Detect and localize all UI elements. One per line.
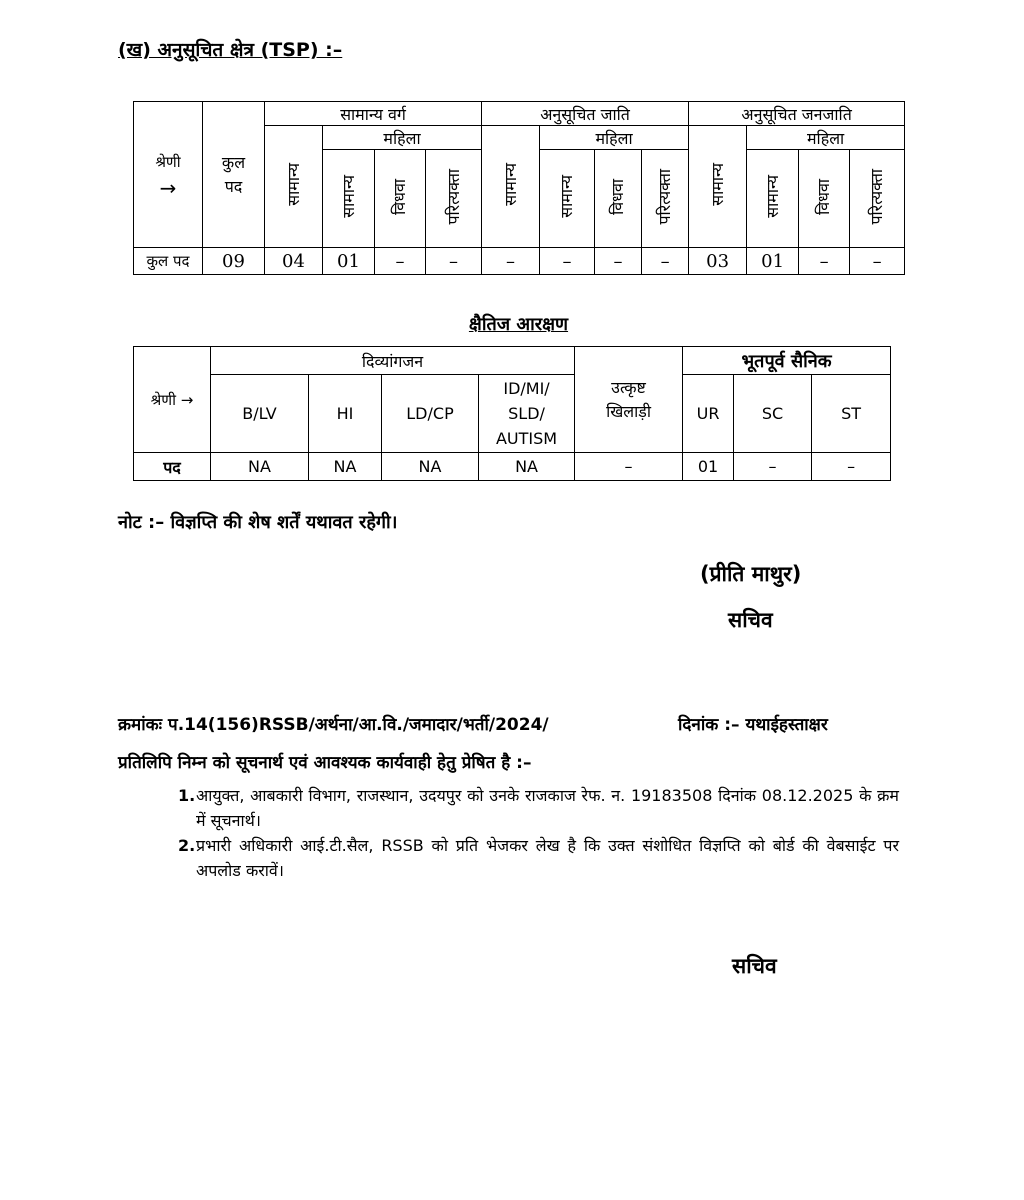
ur-col: UR [683, 375, 734, 453]
signatory-title: सचिव [728, 608, 773, 632]
table-cell: – [799, 248, 850, 275]
ex-serviceman-header: भूतपूर्व सैनिक [683, 347, 891, 375]
sc-general-col: सामान्य [482, 126, 540, 248]
st-widow-col: विधवा [799, 150, 850, 248]
blv-col: B/LV [211, 375, 309, 453]
table-cell: – [642, 248, 689, 275]
category-label: श्रेणी [155, 152, 181, 171]
list-item [178, 833, 899, 883]
st-general-col: सामान्य [689, 126, 747, 248]
ldcp-col: LD/CP [382, 375, 479, 453]
arrow-right-icon: → [159, 175, 177, 200]
sc-women-general-col: सामान्य [540, 150, 595, 248]
footer-signatory-title: सचिव [732, 954, 777, 978]
table-cell: 01 [683, 453, 734, 481]
general-women-general-col: सामान्य [323, 150, 375, 248]
table-cell: 03 [689, 248, 747, 275]
table-cell: – [850, 248, 905, 275]
table-row [134, 453, 891, 481]
id-mi-col: ID/MI/ SLD/ AUTISM [479, 375, 575, 453]
signatory-name: (प्रीति माथुर) [700, 562, 802, 586]
table-cell: NA [479, 453, 575, 481]
sc-widow-col: विधवा [595, 150, 642, 248]
disabled-header: दिव्यांगजन [211, 347, 575, 375]
category-header-cell [134, 102, 203, 248]
table-cell: – [540, 248, 595, 275]
table-cell: NA [382, 453, 479, 481]
general-widow-col: विधवा [375, 150, 426, 248]
women-label-general: महिला [323, 126, 482, 150]
horizontal-reservation-table [133, 346, 891, 481]
women-label-sc: महिला [540, 126, 689, 150]
table-row [134, 248, 905, 275]
table-cell: 01 [747, 248, 799, 275]
note-text: नोट :– विज्ञप्ति की शेष शर्तें यथावत रहेगी। [118, 512, 398, 533]
table-cell: – [595, 248, 642, 275]
sc-col: SC [734, 375, 812, 453]
copy-to-heading: प्रतिलिपि निम्न को सूचनार्थ एवं आवश्यक कार्यवाही हेतु प्रेषित है :– [118, 753, 532, 773]
group-sc: अनुसूचित जाति [482, 102, 689, 126]
list-item [178, 783, 899, 833]
reference-date: दिनांक :– यथाईहस्ताक्षर [678, 715, 828, 735]
table-cell: 04 [265, 248, 323, 275]
table-cell: 01 [323, 248, 375, 275]
sportsperson-header: उत्कृष्ट खिलाड़ी [575, 347, 683, 453]
table-cell: – [375, 248, 426, 275]
list-text: प्रभारी अधिकारी आई.टी.सैल, RSSB को प्रति भेजकर लेख है कि उक्त संशोधित विज्ञप्ति को बोर्ड की वेबसाईट पर अपलोड करावें। [196, 836, 899, 880]
hi-col: HI [309, 375, 382, 453]
group-general: सामान्य वर्ग [265, 102, 482, 126]
table-cell: NA [211, 453, 309, 481]
table-cell: – [734, 453, 812, 481]
horizontal-reservation-title: क्षैतिज आरक्षण [468, 314, 569, 335]
sc-divorcee-col: परित्यक्ता [642, 150, 689, 248]
tsp-posts-table [133, 101, 905, 275]
group-st: अनुसूचित जनजाति [689, 102, 905, 126]
section-heading: (ख) अनुसूचित क्षेत्र (TSP) :– [118, 39, 343, 61]
row-label: कुल पद [134, 248, 203, 275]
list-number: 2. [178, 836, 196, 855]
st-col: ST [812, 375, 891, 453]
list-text: आयुक्त, आबकारी विभाग, राजस्थान, उदयपुर को उनके राजकाज रेफ. न. 19183508 दिनांक 08.12.2025 के क्रम में सूचनार्थ। [196, 786, 899, 830]
general-general-col: सामान्य [265, 126, 323, 248]
list-number: 1. [178, 786, 196, 805]
category-arrow-cell: श्रेणी → [134, 347, 211, 453]
table-cell: – [426, 248, 482, 275]
table-cell: NA [309, 453, 382, 481]
table-cell: – [575, 453, 683, 481]
table-cell: – [482, 248, 540, 275]
general-divorcee-col: परित्यक्ता [426, 150, 482, 248]
women-label-st: महिला [747, 126, 905, 150]
st-women-general-col: सामान्य [747, 150, 799, 248]
total-posts-header: कुल पद [203, 102, 265, 248]
table-cell: 09 [203, 248, 265, 275]
table-cell: – [812, 453, 891, 481]
st-divorcee-col: परित्यक्ता [850, 150, 905, 248]
reference-number: क्रमांकः प.14(156)RSSB/अर्थना/आ.वि./जमादार/भर्ती/2024/ [118, 715, 549, 735]
distribution-list [178, 783, 899, 883]
row-label: पद [134, 453, 211, 481]
